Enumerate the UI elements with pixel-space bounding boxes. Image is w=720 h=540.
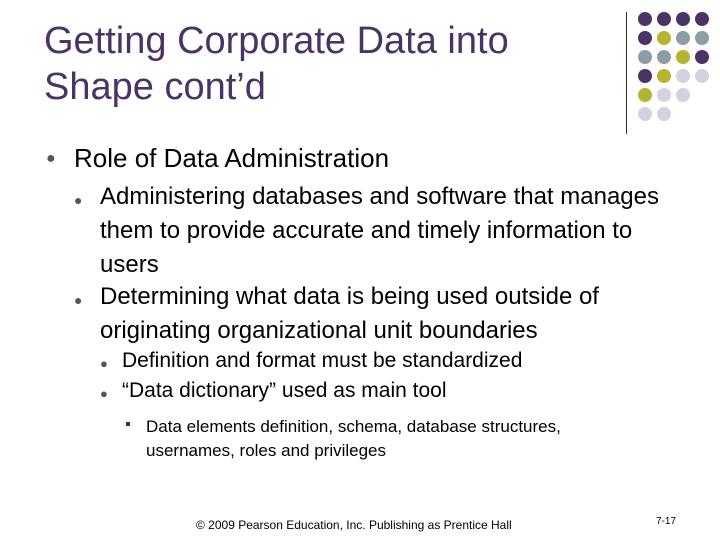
decorative-dot [657,88,671,102]
bullet-level3: ● [100,356,108,371]
decorative-dot [657,107,671,121]
decorative-dot [676,69,690,83]
bullet-text-level1: Role of Data Administration [74,143,390,173]
decorative-dot [676,12,690,26]
decorative-dot [676,50,690,64]
divider-line [626,12,627,134]
decorative-dot [695,31,709,45]
bullet-level1: ● [46,150,56,167]
decorative-dot [638,12,652,26]
decorative-dot [695,12,709,26]
decorative-dot [657,69,671,83]
decorative-dot [638,69,652,83]
decorative-dot [676,31,690,45]
bullet-text-level2: Administering databases and software that manages them to provide accurate and timely information to users [100,183,659,278]
decorative-dot [695,69,709,83]
bullet-level2: ● [74,192,83,208]
slide-footer: © 2009 Pearson Education, Inc. Publishing as Prentice Hall [196,518,512,532]
bullet-text-level3: “Data dictionary” used as main tool [122,379,447,402]
decorative-dot [695,50,709,64]
decorative-dot [657,31,671,45]
decorative-dot [657,12,671,26]
decorative-dot [638,31,652,45]
decorative-dot [638,88,652,102]
decorative-dot-grid [638,12,720,122]
bullet-level4 [126,422,130,426]
bullet-text-level3: Definition and format must be standardized [122,349,523,372]
decorative-dot [638,107,652,121]
page-number: 7-17 [656,516,677,527]
decorative-dot [657,50,671,64]
bullet-text-level2: Determining what data is being used outside of originating organizational unit boundaries [100,283,599,344]
bullet-text-level4: Data elements definition, schema, database structures, usernames, roles and privileges [146,417,561,460]
slide-title: Getting Corporate Data into Shape cont’d [44,20,509,108]
bullet-level2: ● [74,292,83,308]
decorative-dot [638,50,652,64]
bullet-level3: ● [100,386,108,401]
decorative-dot [676,88,690,102]
